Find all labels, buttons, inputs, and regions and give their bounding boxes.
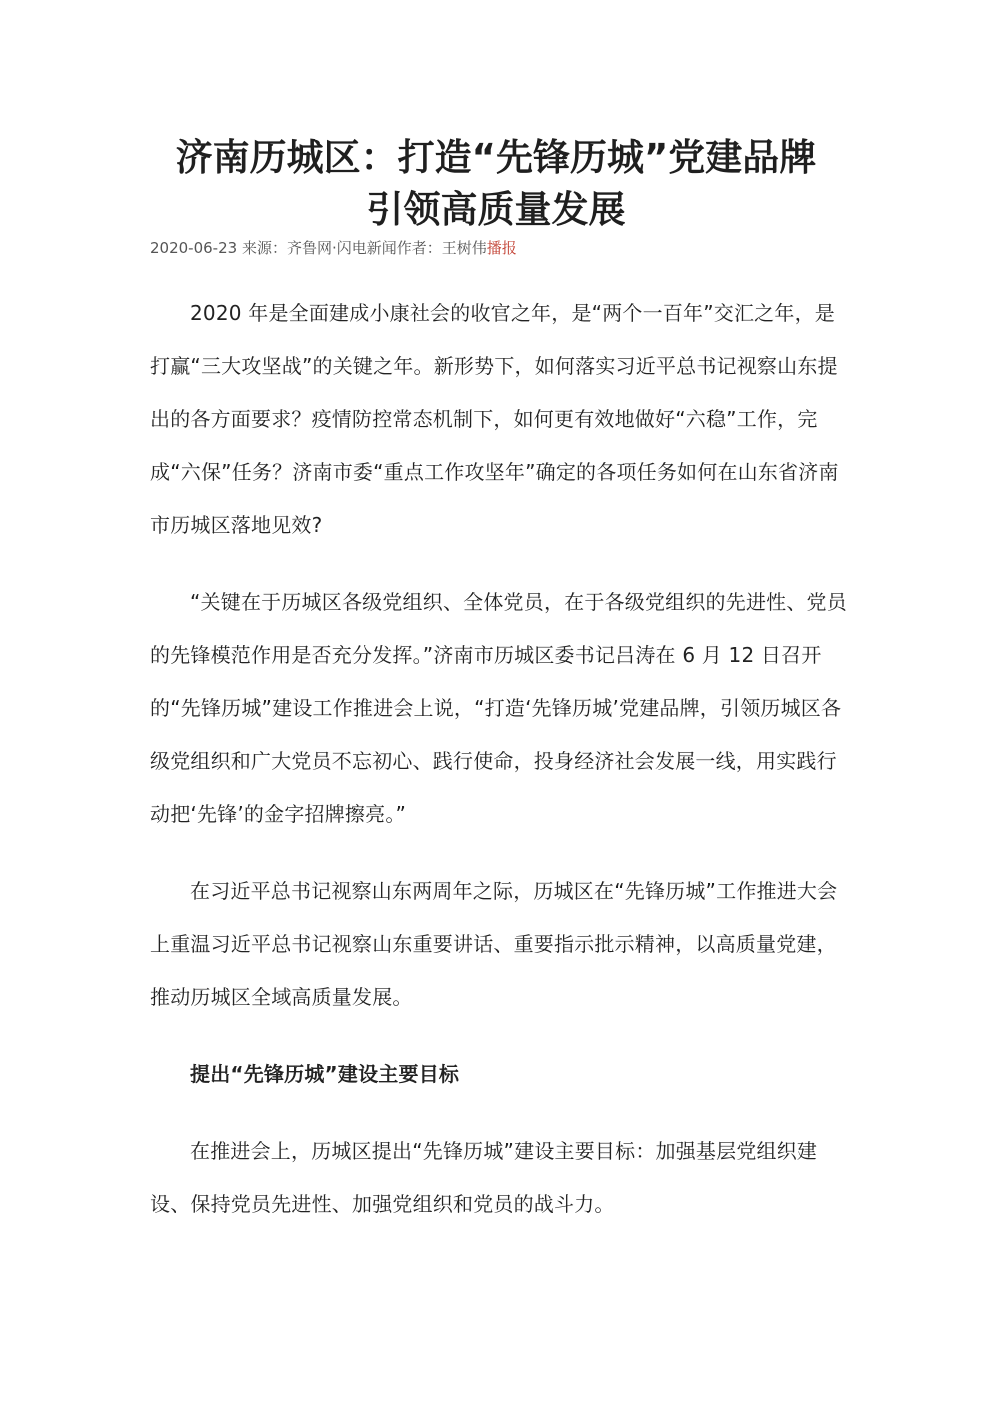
article-meta (150, 238, 517, 258)
paragraph-2: “关键在于历城区各级党组织、全体党员，在于各级党组织的先进性、党员的先锋模范作用是否充分发挥。”济南市历城区委书记吕涛在 6 月 12 日召开的“先锋历城”建设工作推进会上说，“打造‘先锋历城’党建品牌，引领历城区各级党组织和广大党员不忘初心、践行使命，投身经济社会发展一线，用实践行动把‘先锋’的金字招牌擦亮。” (150, 590, 847, 826)
article-title-line-2: 引领高质量发展 (366, 188, 626, 231)
paragraph-4: 在推进会上，历城区提出“先锋历城”建设主要目标：加强基层党组织建设、保持党员先进性、加强党组织和党员的战斗力。 (150, 1139, 818, 1216)
article-title-line-1: 济南历城区：打造“先锋历城”党建品牌 (175, 136, 817, 179)
paragraph-1: 2020 年是全面建成小康社会的收官之年，是“两个一百年”交汇之年，是打赢“三大攻坚战”的关键之年。新形势下，如何落实习近平总书记视察山东提出的各方面要求？疫情防控常态机制下，如何更有效地做好“六稳”工作，完成“六保”任务？济南市委“重点工作攻坚年”确定的各项任务如何在山东省济南市历城区落地见效? (150, 301, 839, 537)
section-heading: 提出“先锋历城”建设主要目标 (190, 1062, 460, 1086)
article-meta-info: 2020-06-23 来源：齐鲁网·闪电新闻作者：王树伟 (150, 239, 487, 257)
article-title (100, 132, 892, 236)
article-body (150, 287, 850, 1255)
paragraph-3: 在习近平总书记视察山东两周年之际，历城区在“先锋历城”工作推进大会上重温习近平总书记视察山东重要讲话、重要指示批示精神，以高质量党建，推动历城区全域高质量发展。 (150, 879, 838, 1009)
article-meta-highlight[interactable]: 播报 (486, 239, 517, 257)
